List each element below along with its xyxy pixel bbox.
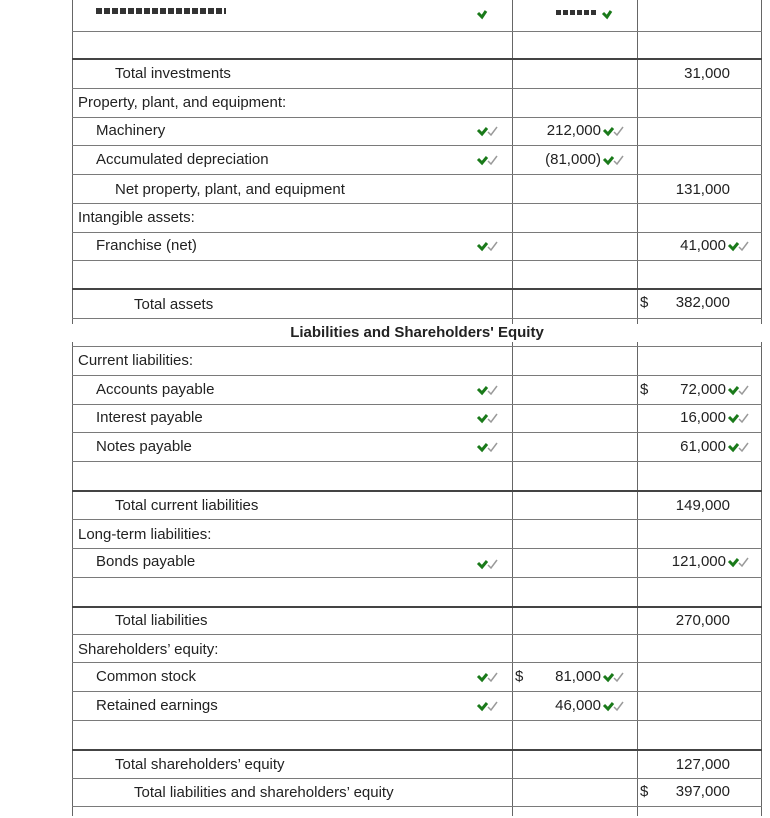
total-current-liabilities-amount: 149,000 [675, 497, 730, 514]
franchise-amount[interactable]: 41,000 [680, 237, 726, 254]
grid-left-edge [72, 0, 73, 816]
total-assets-amount: 382,000 [675, 294, 730, 311]
row-line [72, 58, 762, 60]
row-line [72, 203, 762, 204]
label-check-icon [476, 411, 498, 425]
common-stock-label[interactable]: Common stock [96, 668, 197, 685]
check-icon [601, 6, 623, 20]
row-line [72, 232, 762, 233]
net-ppe-label: Net property, plant, and equipment [115, 181, 345, 198]
amount-check-icon [727, 383, 749, 397]
total-equity-amount: 127,000 [675, 756, 730, 773]
total-liabilities-amount: 270,000 [675, 612, 730, 629]
amount-check-icon [602, 124, 624, 138]
total-assets-currency: $ [640, 294, 649, 311]
amount-check-icon [727, 411, 749, 425]
amount-check-icon [602, 670, 624, 684]
row-line [72, 375, 762, 376]
cut-off-amount-fragment [556, 10, 598, 15]
shareholders-equity-header: Shareholders’ equity: [78, 641, 219, 658]
row-line [72, 548, 762, 549]
machinery-amount[interactable]: 212,000 [546, 122, 601, 139]
total-liabilities-label: Total liabilities [115, 612, 208, 629]
label-check-icon [476, 153, 498, 167]
row-line [72, 31, 762, 32]
grid-col-divider-2 [637, 0, 638, 816]
franchise-label[interactable]: Franchise (net) [96, 237, 197, 254]
retained-earnings-amount[interactable]: 46,000 [555, 697, 601, 714]
row-line [72, 318, 762, 319]
grid-right-edge [761, 0, 762, 816]
amount-check-icon [602, 153, 624, 167]
row-line [72, 174, 762, 175]
common-stock-currency: $ [515, 668, 524, 685]
accounts-payable-label[interactable]: Accounts payable [96, 381, 215, 398]
machinery-label[interactable]: Machinery [96, 122, 166, 139]
net-ppe-amount: 131,000 [675, 181, 730, 198]
bonds-payable-amount[interactable]: 121,000 [671, 553, 726, 570]
total-liabilities-equity-amount: 397,000 [675, 783, 730, 800]
amount-check-icon [727, 440, 749, 454]
notes-payable-amount[interactable]: 61,000 [680, 438, 726, 455]
common-stock-amount[interactable]: 81,000 [555, 668, 601, 685]
row-line [72, 490, 762, 492]
total-assets-label: Total assets [134, 296, 214, 313]
total-investments-amount: 31,000 [684, 65, 730, 82]
label-check-icon [476, 699, 498, 713]
row-line [72, 606, 762, 608]
ppe-header: Property, plant, and equipment: [78, 94, 287, 111]
row-line [72, 720, 762, 721]
label-check-icon [476, 440, 498, 454]
row-line [72, 260, 762, 261]
row-line [72, 117, 762, 118]
cut-off-label-fragment [96, 8, 226, 14]
intangible-header: Intangible assets: [78, 209, 195, 226]
retained-earnings-label[interactable]: Retained earnings [96, 697, 218, 714]
row-line [72, 88, 762, 89]
label-check-icon [476, 670, 498, 684]
current-liabilities-header: Current liabilities: [78, 352, 194, 369]
interest-payable-amount[interactable]: 16,000 [680, 409, 726, 426]
label-check-icon [476, 383, 498, 397]
row-line [72, 691, 762, 692]
total-current-liabilities-label: Total current liabilities [115, 497, 259, 514]
accumulated-depreciation-amount[interactable]: (81,000) [545, 151, 601, 168]
row-line [72, 806, 762, 807]
row-line [72, 577, 762, 578]
grid-col-divider-1 [512, 0, 513, 816]
amount-check-icon [727, 239, 749, 253]
total-liabilities-equity-label: Total liabilities and shareholders’ equity [134, 784, 394, 801]
accounts-payable-currency: $ [640, 381, 649, 398]
row-line [72, 145, 762, 146]
row-line [72, 778, 762, 779]
row-line [72, 634, 762, 635]
row-line [72, 432, 762, 433]
row-line [72, 346, 762, 347]
row-line [72, 288, 762, 290]
total-equity-label: Total shareholders’ equity [115, 756, 285, 773]
accumulated-depreciation-label[interactable]: Accumulated depreciation [96, 151, 269, 168]
label-check-icon [476, 239, 498, 253]
row-line [72, 404, 762, 405]
total-investments-label: Total investments [115, 65, 231, 82]
section-title: Liabilities and Shareholders' Equity [72, 324, 762, 342]
row-line [72, 662, 762, 663]
label-check-icon [476, 557, 498, 571]
long-term-liabilities-header: Long-term liabilities: [78, 526, 212, 543]
label-check-icon [476, 124, 498, 138]
row-line [72, 461, 762, 462]
check-icon [476, 6, 498, 20]
bonds-payable-label[interactable]: Bonds payable [96, 553, 196, 570]
notes-payable-label[interactable]: Notes payable [96, 438, 192, 455]
total-liabilities-equity-currency: $ [640, 783, 649, 800]
amount-check-icon [602, 699, 624, 713]
row-line [72, 519, 762, 520]
row-line [72, 749, 762, 751]
interest-payable-label[interactable]: Interest payable [96, 409, 203, 426]
amount-check-icon [727, 555, 749, 569]
accounts-payable-amount[interactable]: 72,000 [680, 381, 726, 398]
